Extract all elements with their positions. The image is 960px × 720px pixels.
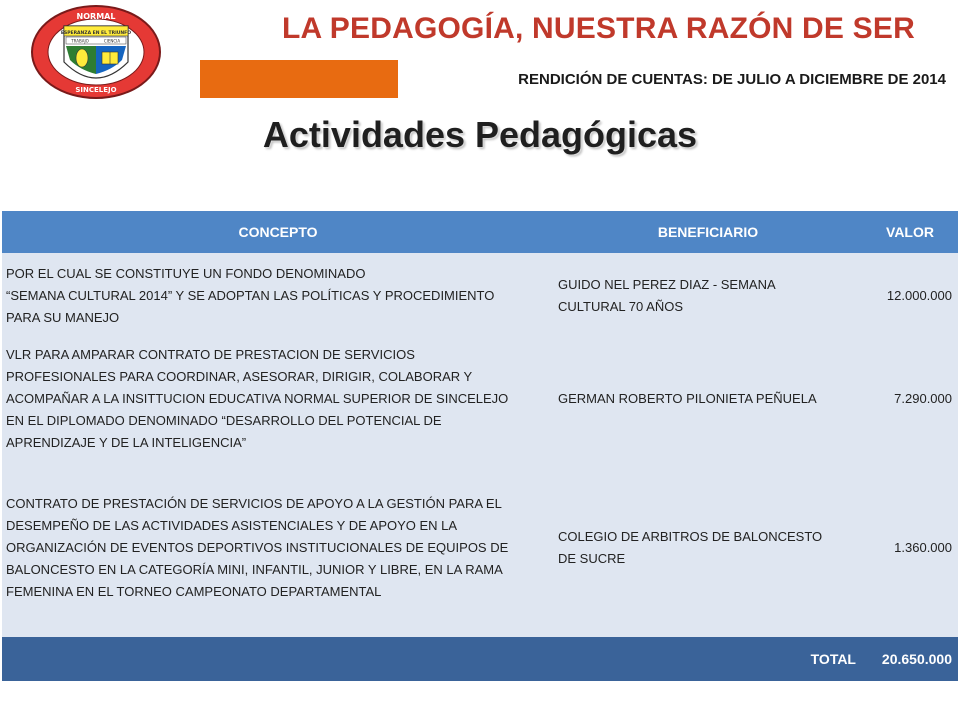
concepto-line: POR EL CUAL SE CONSTITUYE UN FONDO DENOMINADO <box>6 266 366 281</box>
beneficiario-line: GUIDO NEL PEREZ DIAZ - SEMANA <box>558 277 776 292</box>
logo-bottom-text: SINCELEJO <box>75 86 117 94</box>
logo-left-text: TRABAJO <box>71 38 89 44</box>
concepto-line: CONTRATO DE PRESTACIÓN DE SERVICIOS DE APOYO A LA GESTIÓN PARA EL <box>6 496 502 511</box>
total-value: 20.650.000 <box>862 637 958 681</box>
activities-table-container <box>2 211 958 681</box>
logo-right-text: CIENCIA <box>103 38 121 44</box>
table-row <box>2 253 958 339</box>
subtitle-strip <box>398 60 960 98</box>
cell-beneficiario <box>554 339 862 459</box>
header-concepto: CONCEPTO <box>2 211 554 253</box>
cell-concepto <box>2 253 554 339</box>
beneficiario-line: CULTURAL 70 AÑOS <box>558 299 683 314</box>
school-crest-logo <box>30 4 162 100</box>
header-valor: VALOR <box>862 211 958 253</box>
table-row <box>2 459 958 637</box>
cell-concepto <box>2 339 554 459</box>
cell-valor: 1.360.000 <box>894 540 952 555</box>
concepto-line: DESEMPEÑO DE LAS ACTIVIDADES ASISTENCIALES Y DE APOYO EN LA <box>6 518 458 533</box>
header-beneficiario: BENEFICIARIO <box>554 211 862 253</box>
concepto-line: ACOMPAÑAR A LA INSITTUCION EDUCATIVA NORMAL SUPERIOR DE SINCELEJO <box>6 391 509 406</box>
beneficiario-line: GERMAN ROBERTO PILONIETA PEÑUELA <box>558 391 817 406</box>
concepto-line: PROFESIONALES PARA COORDINAR, ASESORAR, DIRIGIR, COLABORAR Y <box>6 369 473 384</box>
table-header-row <box>2 211 958 253</box>
logo-top-text: NORMAL <box>76 12 116 21</box>
total-spacer <box>2 637 554 681</box>
page-title: LA PEDAGOGÍA, NUESTRA RAZÓN DE SER <box>282 12 915 45</box>
concepto-line: FEMENINA EN EL TORNEO CAMPEONATO DEPARTAMENTAL <box>6 584 382 599</box>
concepto-line: EN EL DIPLOMADO DENOMINADO “DESARROLLO DEL POTENCIAL DE <box>6 413 442 428</box>
concepto-line: APRENDIZAJE Y DE LA INTELIGENCIA” <box>6 435 247 450</box>
cell-beneficiario <box>554 253 862 339</box>
activities-table <box>2 211 958 681</box>
concepto-line: VLR PARA AMPARAR CONTRATO DE PRESTACION DE SERVICIOS <box>6 347 415 362</box>
logo-motto-text: ESPERANZA EN EL TRIUNFO <box>60 31 132 36</box>
report-subtitle: RENDICIÓN DE CUENTAS: DE JULIO A DICIEMBRE DE 2014 <box>518 70 946 88</box>
concepto-line: BALONCESTO EN LA CATEGORÍA MINI, INFANTIL, JUNIOR Y LIBRE, EN LA RAMA <box>6 562 503 577</box>
total-row <box>2 637 958 681</box>
section-title: Actividades Pedagógicas <box>262 114 698 155</box>
total-label: TOTAL <box>554 637 862 681</box>
cell-beneficiario <box>554 459 862 637</box>
concepto-line: ORGANIZACIÓN DE EVENTOS DEPORTIVOS INSTITUCIONALES DE EQUIPOS DE <box>6 540 509 555</box>
beneficiario-line: DE SUCRE <box>558 551 626 566</box>
table-row <box>2 339 958 459</box>
cell-concepto <box>2 459 554 637</box>
concepto-line: PARA SU MANEJO <box>6 310 120 325</box>
cell-valor: 7.290.000 <box>894 391 952 406</box>
cell-valor: 12.000.000 <box>886 288 952 303</box>
concepto-line: “SEMANA CULTURAL 2014” Y SE ADOPTAN LAS POLÍTICAS Y PROCEDIMIENTO <box>6 288 495 303</box>
beneficiario-line: COLEGIO DE ARBITROS DE BALONCESTO <box>558 529 823 544</box>
